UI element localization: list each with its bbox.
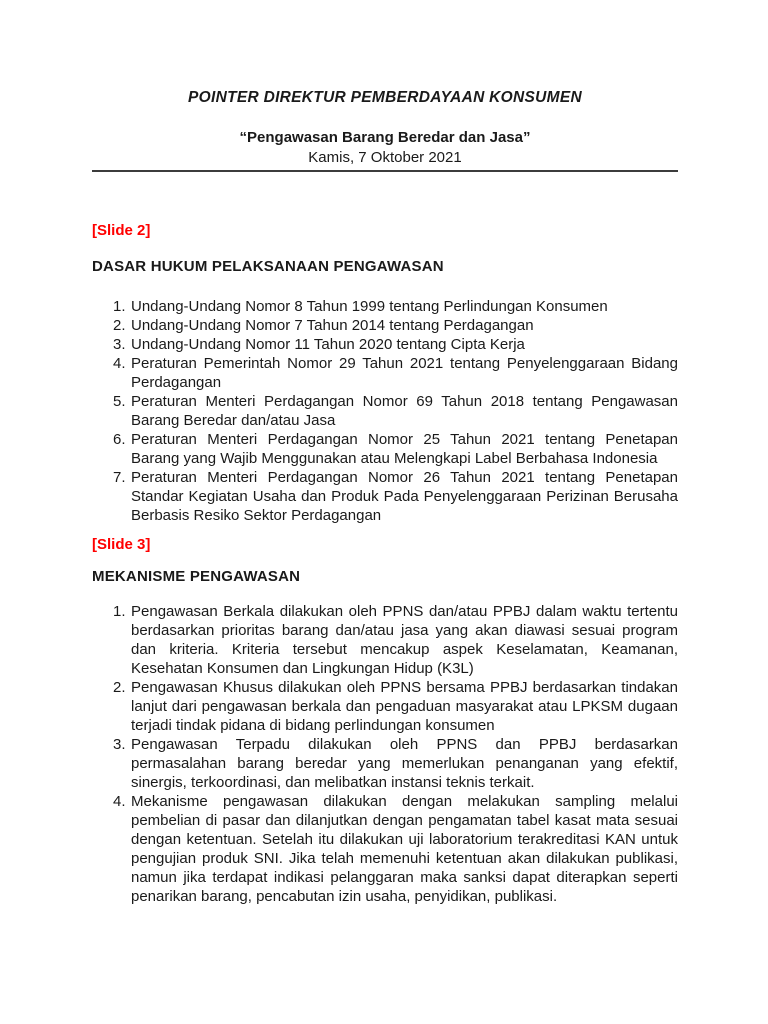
mechanism-list (92, 602, 678, 906)
document-content (92, 0, 678, 906)
list-item: Undang-Undang Nomor 7 Tahun 2014 tentang Perdagangan (131, 317, 534, 334)
list-item: Pengawasan Terpadu dilakukan oleh PPNS dan PPBJ berdasarkan permasalahan barang beredar yang memerlukan penanganan yang efektif, sinergis, terkoordinasi, dan melibatkan instansi teknis terkait. (131, 736, 678, 791)
section-dasar-hukum (92, 222, 678, 525)
list-item: Peraturan Menteri Perdagangan Nomor 69 Tahun 2018 tentang Pengawasan Barang Beredar dan/atau Jasa (131, 393, 678, 429)
section-mekanisme (92, 536, 678, 906)
document-header (92, 89, 678, 172)
list-item: Pengawasan Berkala dilakukan oleh PPNS dan/atau PPBJ dalam waktu tertentu berdasarkan prioritas barang dan/atau jasa yang akan diawasi sesuai program dan kriteria. Kriteria tersebut mencakup aspek Keselamatan, Keamanan, Kesehatan Konsumen dan Lingkungan Hidup (K3L) (131, 603, 678, 677)
legal-basis-list (92, 297, 678, 525)
section-heading: DASAR HUKUM PELAKSANAAN PENGAWASAN (92, 258, 444, 275)
slide-label: [Slide 3] (92, 536, 151, 553)
doc-date: Kamis, 7 Oktober 2021 (308, 149, 462, 166)
list-item: Peraturan Menteri Perdagangan Nomor 26 Tahun 2021 tentang Penetapan Standar Kegiatan Usaha dan Produk Pada Penyelenggaraan Perizinan Berusaha Berbasis Resiko Sektor Perdagangan (131, 469, 678, 524)
list-item: Undang-Undang Nomor 11 Tahun 2020 tentang Cipta Kerja (131, 336, 525, 353)
list-item: Peraturan Menteri Perdagangan Nomor 25 Tahun 2021 tentang Penetapan Barang yang Wajib Menggunakan atau Melengkapi Label Berbahasa Indonesia (131, 431, 678, 467)
slide-label: [Slide 2] (92, 222, 151, 239)
list-item: Pengawasan Khusus dilakukan oleh PPNS bersama PPBJ berdasarkan tindakan lanjut dari pengawasan berkala dan pengaduan masyarakat atau LPKSM dugaan terjadi tindak pidana di bidang perlindungan konsumen (131, 679, 678, 734)
list-item: Mekanisme pengawasan dilakukan dengan melakukan sampling melalui pembelian di pasar dan dilanjutkan dengan pengamatan tabel kasat mata sesuai dengan ketentuan. Setelah itu dilakukan uji laboratorium terakreditasi KAN untuk pengujian produk SNI. Jika telah memenuhi ketentuan akan dilakukan publikasi, namun jika terdapat indikasi pelanggaran maka sanksi dapat diterapkan seperti penarikan barang, pencabutan izin usaha, penyidikan, publikasi. (131, 793, 678, 905)
doc-title: POINTER DIREKTUR PEMBERDAYAAN KONSUMEN (187, 89, 583, 106)
header-divider (92, 170, 678, 172)
section-heading: MEKANISME PENGAWASAN (92, 568, 301, 585)
doc-subtitle: “Pengawasan Barang Beredar dan Jasa” (239, 129, 531, 146)
list-item: Peraturan Pemerintah Nomor 29 Tahun 2021 tentang Penyelenggaraan Bidang Perdagangan (131, 355, 678, 391)
list-item: Undang-Undang Nomor 8 Tahun 1999 tentang Perlindungan Konsumen (131, 298, 608, 315)
